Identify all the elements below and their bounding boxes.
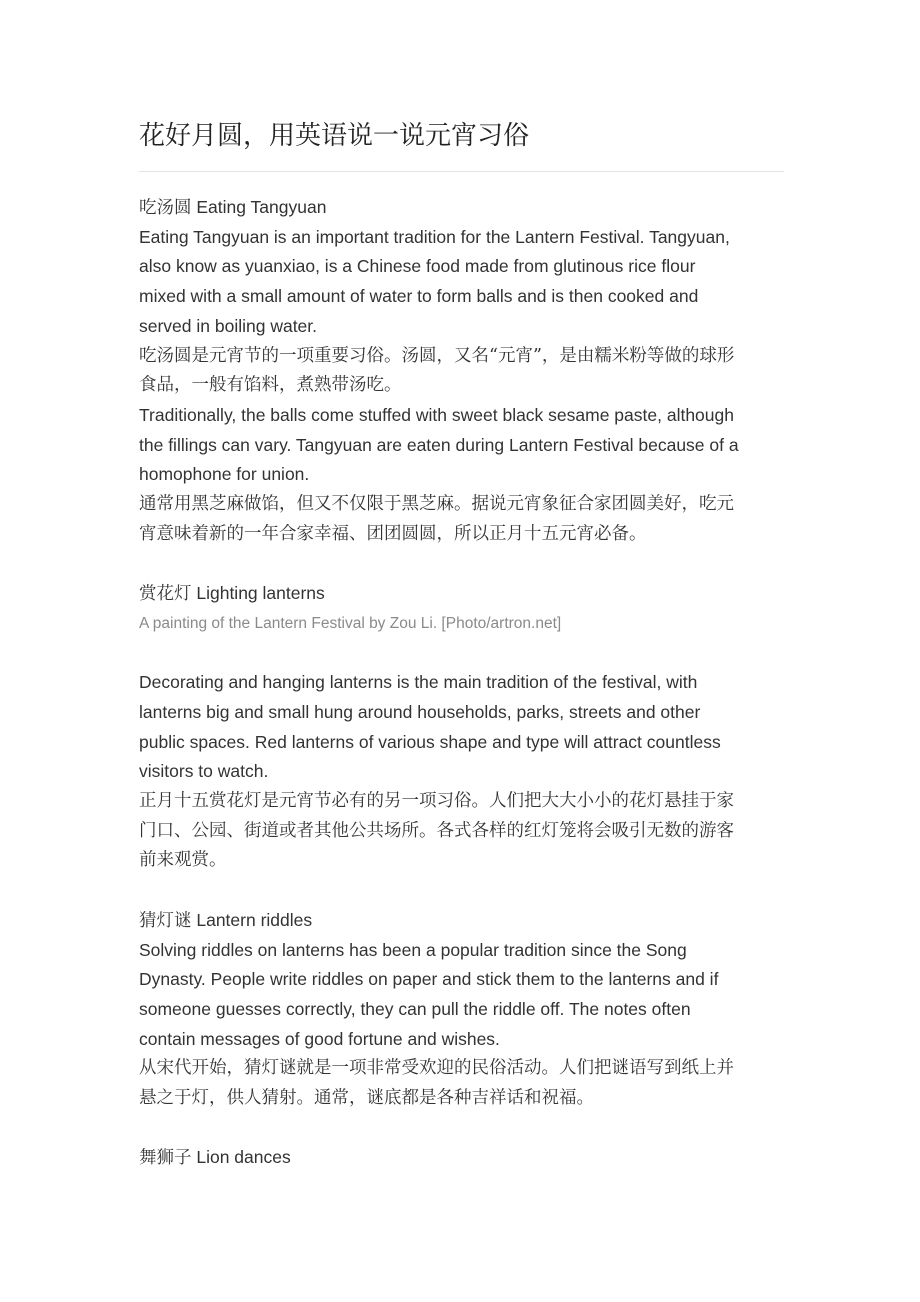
text-line: public spaces. Red lanterns of various shape and type will attract countless	[139, 731, 721, 752]
text-line: Solving riddles on lanterns has been a popular tradition since the Song	[139, 939, 687, 960]
text-line: served in boiling water.	[139, 315, 318, 336]
section-heading: 赏花灯 Lighting lanterns	[139, 583, 325, 604]
text-line: 悬之于灯，供人猜射。通常，谜底都是各种吉祥话和祝福。	[139, 1088, 594, 1109]
section-riddles	[139, 906, 784, 1114]
title-divider	[139, 171, 784, 172]
text-line: Traditionally, the balls come stuffed with sweet black sesame paste, although	[139, 404, 734, 425]
paragraph-chinese	[139, 342, 784, 401]
text-line: contain messages of good fortune and wishes.	[139, 1028, 500, 1049]
text-line: someone guesses correctly, they can pull the riddle off. The notes often	[139, 998, 691, 1019]
text-line: 宵意味着新的一年合家幸福、团团圆圆，所以正月十五元宵必备。	[139, 523, 647, 544]
paragraph-chinese	[139, 1054, 784, 1113]
paragraph-english	[139, 668, 784, 787]
text-line: 正月十五赏花灯是元宵节必有的另一项习俗。人们把大大小小的花灯悬挂于家	[139, 791, 734, 812]
text-line: 从宋代开始，猜灯谜就是一项非常受欢迎的民俗活动。人们把谜语写到纸上并	[139, 1058, 734, 1079]
text-line: Decorating and hanging lanterns is the main tradition of the festival, with	[139, 672, 698, 693]
section-lanterns	[139, 579, 784, 876]
image-caption: A painting of the Lantern Festival by Zou Li. [Photo/artron.net]	[139, 614, 562, 632]
section-heading: 猜灯谜 Lantern riddles	[139, 909, 313, 930]
text-line: lanterns big and small hung around households, parks, streets and other	[139, 701, 701, 722]
paragraph-chinese	[139, 787, 784, 876]
text-line: visitors to watch.	[139, 761, 269, 782]
paragraph-chinese	[139, 490, 784, 549]
text-line: homophone for union.	[139, 464, 310, 485]
spacer	[139, 549, 784, 579]
spacer	[139, 876, 784, 906]
text-line: mixed with a small amount of water to form balls and is then cooked and	[139, 286, 699, 307]
section-tangyuan	[139, 193, 784, 549]
text-line: 门口、公园、街道或者其他公共场所。各式各样的红灯笼将会吸引无数的游客	[139, 820, 734, 841]
article-body	[139, 193, 784, 1173]
section-lion-dances	[139, 1143, 784, 1173]
text-line: 前来观赏。	[139, 850, 227, 871]
text-line: 吃汤圆是元宵节的一项重要习俗。汤圆，又名“元宵”，是由糯米粉等做的球形	[139, 345, 735, 366]
text-line: 通常用黑芝麻做馅，但又不仅限于黑芝麻。据说元宵象征合家团圆美好，吃元	[139, 494, 734, 515]
paragraph-english	[139, 936, 784, 1055]
section-heading: 舞狮子 Lion dances	[139, 1147, 291, 1168]
text-line: 食品，一般有馅料，煮熟带汤吃。	[139, 375, 402, 396]
spacer	[139, 639, 784, 669]
paragraph-english	[139, 223, 784, 342]
text-line: the fillings can vary. Tangyuan are eaten during Lantern Festival because of a	[139, 434, 739, 455]
paragraph-english	[139, 401, 784, 490]
page-title: 花好月圆，用英语说一说元宵习俗	[139, 121, 530, 151]
text-line: Dynasty. People write riddles on paper and stick them to the lanterns and if	[139, 969, 719, 990]
spacer	[139, 1114, 784, 1144]
text-line: also know as yuanxiao, is a Chinese food made from glutinous rice flour	[139, 256, 696, 277]
text-line: Eating Tangyuan is an important tradition for the Lantern Festival. Tangyuan,	[139, 226, 730, 247]
section-heading: 吃汤圆 Eating Tangyuan	[139, 197, 327, 217]
